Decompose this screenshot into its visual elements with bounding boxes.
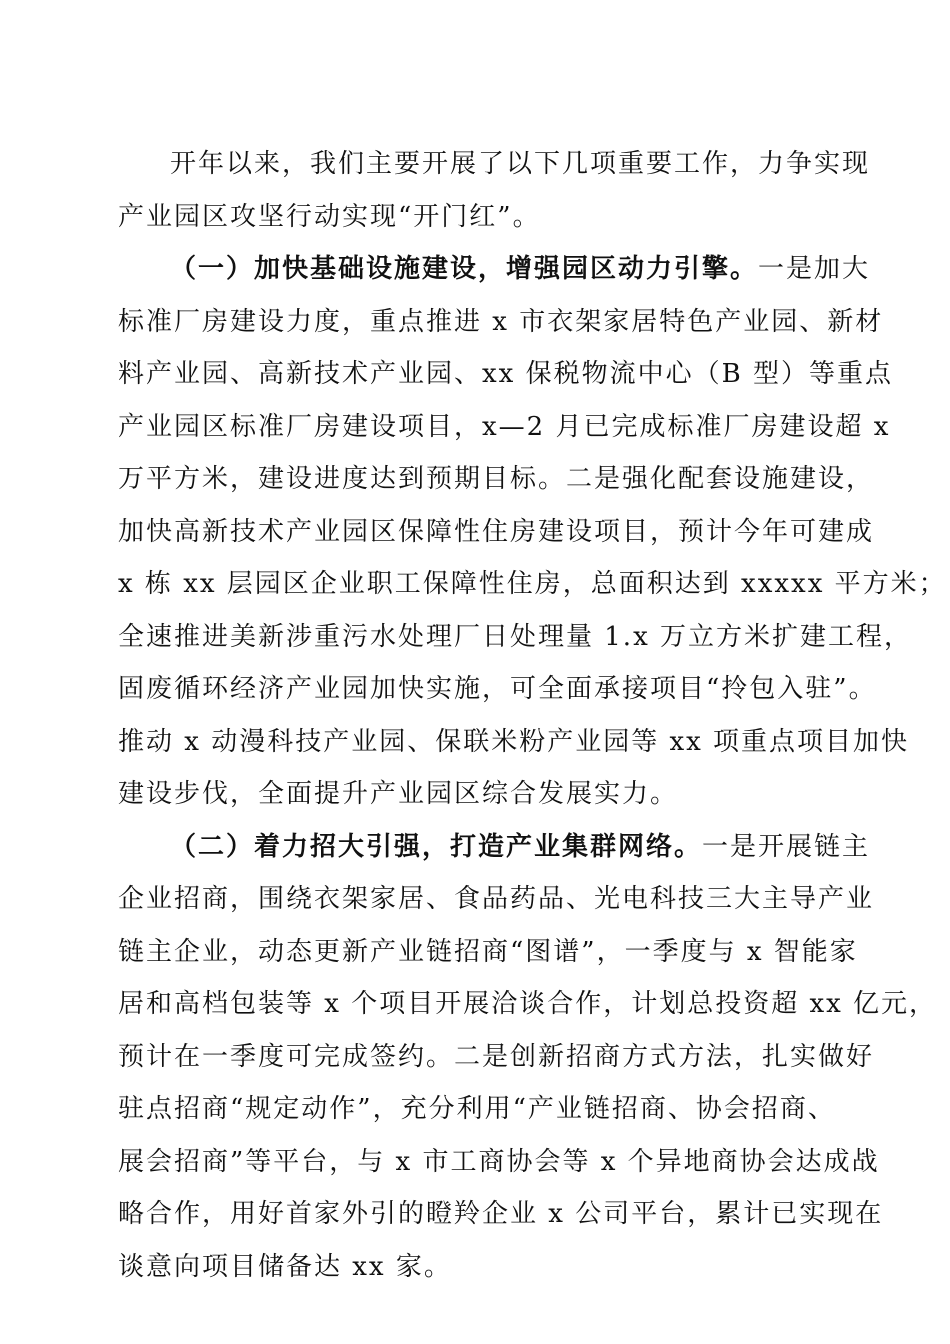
- intro-line-1: 开年以来，我们主要开展了以下几项重要工作，力争实现: [170, 149, 871, 179]
- section-1-first-line: [118, 243, 871, 296]
- section-1-line-2: 标准厂房建设力度，重点推进 x 市衣架家居特色产业园、新材: [118, 306, 884, 337]
- section-2-first-line: [118, 821, 871, 874]
- section-1-paragraph: [118, 243, 947, 821]
- section-2-line-7: 展会招商”等平台，与 x 市工商协会等 x 个异地商协会达成战: [118, 1146, 880, 1177]
- section-1-line-7: x 栋 xx 层园区企业职工保障性住房，总面积达到 xxxxx 平方米；: [118, 569, 947, 599]
- section-2-line-2: 企业招商，围绕衣架家居、食品药品、光电科技三大主导产业: [118, 884, 875, 914]
- section-1-line-3: 料产业园、高新技术产业园、xx 保税物流中心（B 型）等重点: [118, 359, 893, 389]
- document-body: [118, 138, 947, 1293]
- section-1-line-4: 产业园区标准厂房建设项目，x—2 月已完成标准厂房建设超 x: [118, 411, 891, 442]
- section-2-line-1: 一是开展链主: [702, 831, 871, 862]
- section-1-line-5: 万平方米，建设进度达到预期目标。二是强化配套设施建设，: [118, 464, 875, 494]
- section-2-line-5: 预计在一季度可完成签约。二是创新招商方式方法，扎实做好: [118, 1041, 875, 1072]
- section-2-heading: （二）着力招大引强，打造产业集群网络。: [170, 831, 703, 862]
- intro-paragraph: [118, 138, 871, 243]
- section-1-heading: （一）加快基础设施建设，增强园区动力引擎。: [170, 254, 759, 284]
- section-1-line-9: 固废循环经济产业园加快实施，可全面承接项目“拎包入驻”。: [118, 674, 877, 704]
- section-2-paragraph: [118, 821, 938, 1294]
- section-1-line-1: 一是加大: [758, 254, 871, 284]
- section-2-line-3: 链主企业，动态更新产业链招商“图谱”，一季度与 x 智能家: [118, 936, 858, 967]
- intro-line-2: 产业园区攻坚行动实现“开门红”。: [118, 201, 541, 232]
- section-2-line-6: 驻点招商“规定动作”，充分利用“产业链招商、协会招商、: [118, 1094, 836, 1124]
- section-1-line-11: 建设步伐，全面提升产业园区综合发展实力。: [118, 779, 679, 809]
- section-2-line-9: 谈意向项目储备达 xx 家。: [118, 1251, 452, 1282]
- section-2-line-8: 略合作，用好首家外引的瞪羚企业 x 公司平台，累计已实现在: [118, 1199, 884, 1229]
- section-1-line-6: 加快高新技术产业园区保障性住房建设项目，预计今年可建成: [118, 516, 875, 547]
- section-1-line-10: 推动 x 动漫科技产业园、保联米粉产业园等 xx 项重点项目加快: [118, 726, 910, 757]
- section-1-line-8: 全速推进美新涉重污水处理厂日处理量 1.x 万立方米扩建工程，: [118, 621, 912, 652]
- section-2-line-4: 居和高档包装等 x 个项目开展洽谈合作，计划总投资超 xx 亿元，: [118, 989, 938, 1019]
